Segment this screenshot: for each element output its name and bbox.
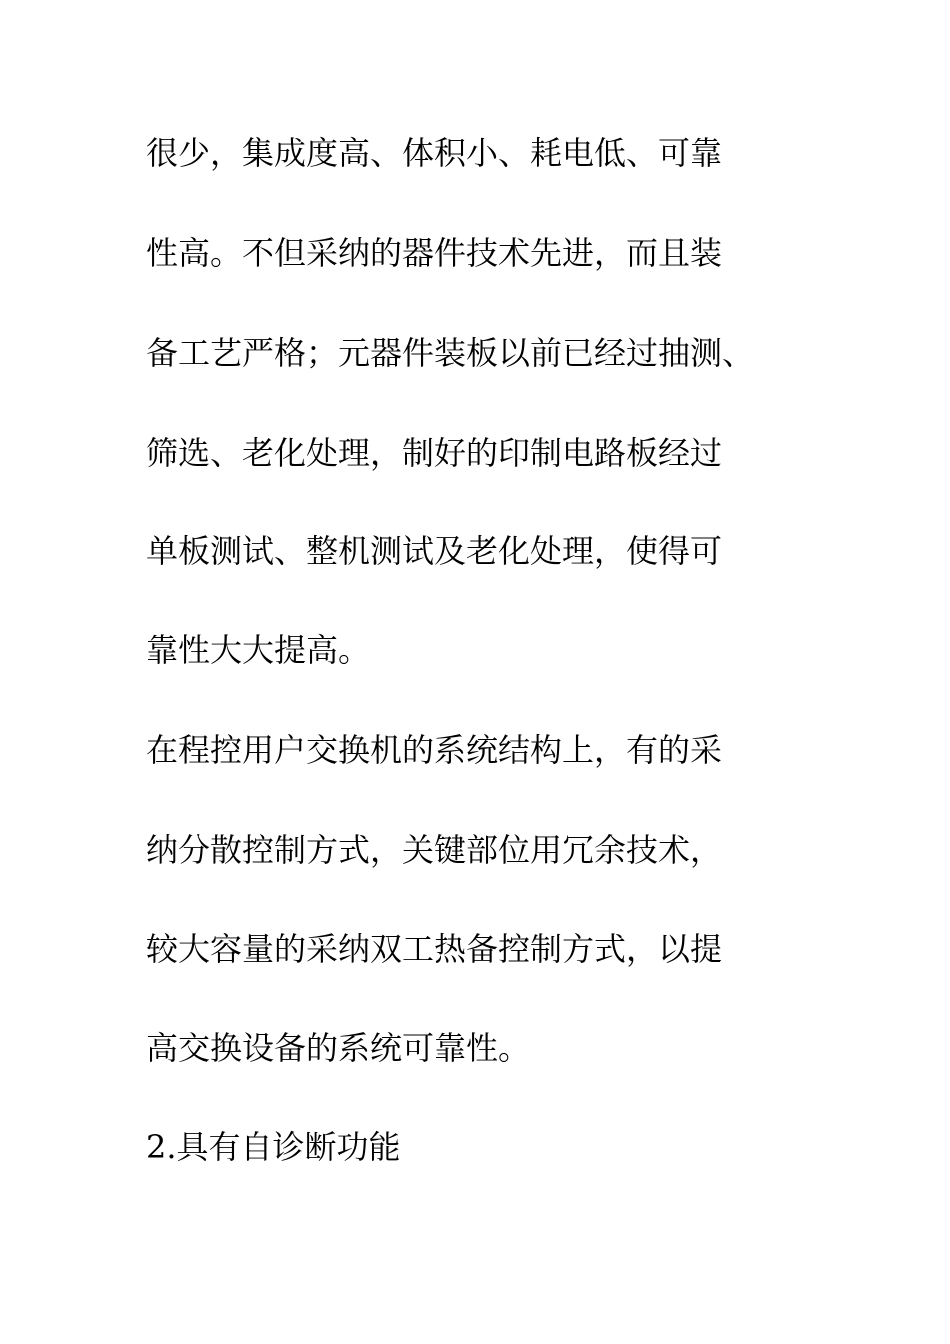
paragraph-1-line-3: 备工艺严格；元器件装板以前已经过抽测、 xyxy=(146,334,755,372)
paragraph-2-line-2: 纳分散控制方式，关键部位用冗余技术， xyxy=(146,831,723,869)
paragraph-2-line-1: 在程控用户交换机的系统结构上，有的采 xyxy=(146,731,723,769)
paragraph-1-line-1: 很少，集成度高、体积小、耗电低、可靠 xyxy=(146,134,723,172)
paragraph-1-line-4: 筛选、老化处理，制好的印制电路板经过 xyxy=(146,434,723,472)
section-heading: 2.具有自诊断功能 xyxy=(146,1128,401,1166)
paragraph-1-line-6: 靠性大大提高。 xyxy=(146,631,371,669)
paragraph-1-line-2: 性高。不但采纳的器件技术先进，而且装 xyxy=(146,234,723,272)
paragraph-2-line-3: 较大容量的采纳双工热备控制方式，以提 xyxy=(146,930,723,968)
paragraph-2-line-4: 高交换设备的系统可靠性。 xyxy=(146,1029,531,1067)
paragraph-1-line-5: 单板测试、整机测试及老化处理，使得可 xyxy=(146,532,723,570)
